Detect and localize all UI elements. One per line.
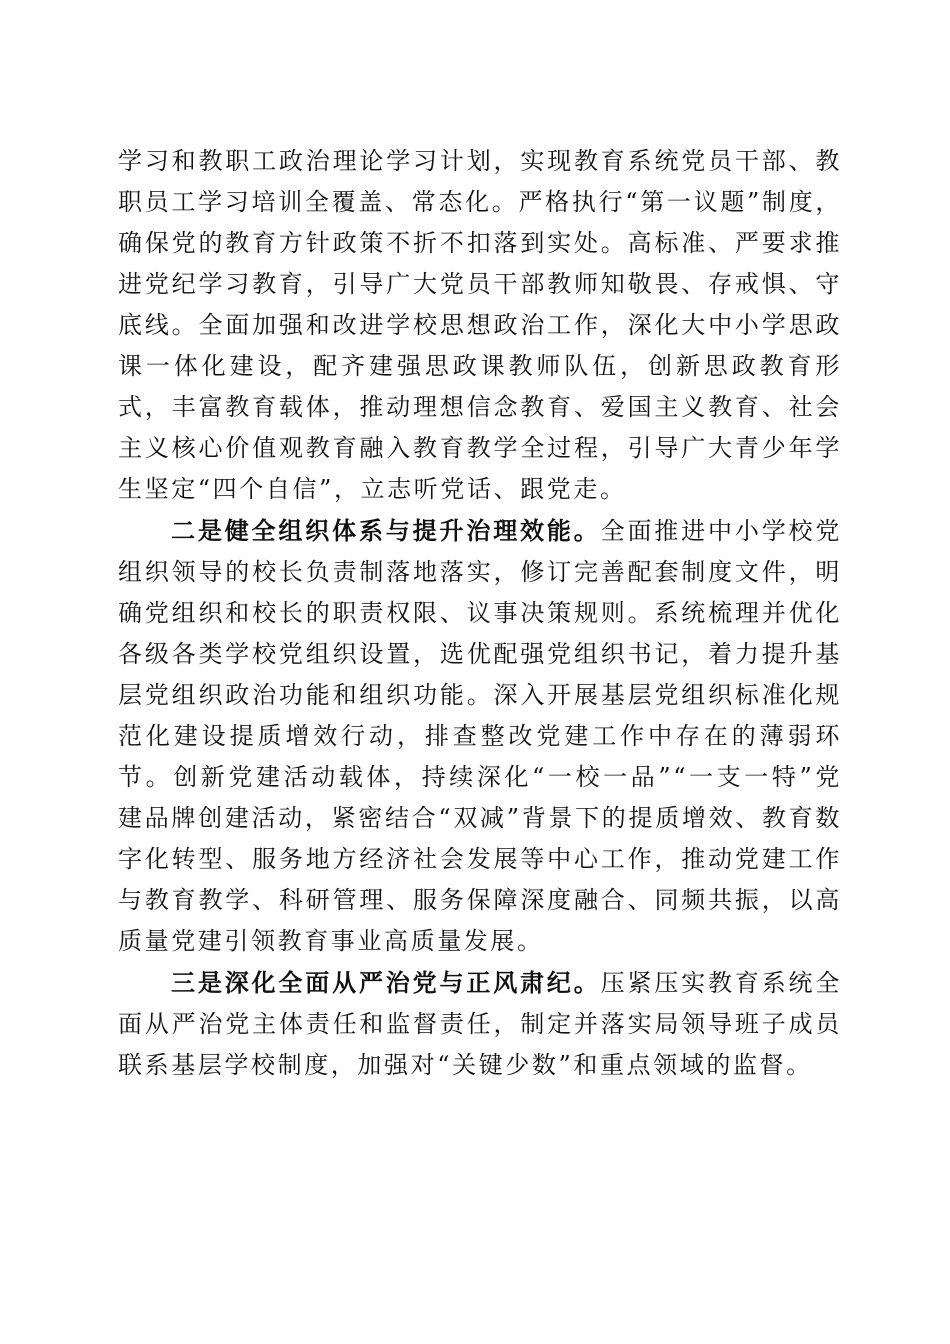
paragraph-2-text: 全面推进中小学校党组织领导的校长负责制落地落实，修订完善配套制度文件，明确党组织和校长的职责权限、议事决策规则。系统梳理并优化各级各类学校党组织设置，选优配强党组织书记，着力提升基层党组织政治功能和组织功能。深入开展基层党组织标准化规范化建设提质增效行动，排查整改党建工作中存在的薄弱环节。创新党建活动载体，持续深化“一校一品”“一支一特”党建品牌创建活动，紧密结合“双减”背景下的提质增效、教育数字化转型、服务地方经济社会发展等中心工作，推动党建工作与教育教学、科研管理、服务保障深度融合、同频共振，以高质量党建引领教育事业高质量发展。 [118, 517, 842, 955]
document-body [118, 141, 842, 1086]
paragraph-2-heading: 二是健全组织体系与提升治理效能。 [171, 516, 601, 545]
paragraph-3 [118, 962, 842, 1086]
paragraph-2 [118, 510, 842, 962]
paragraph-1 [118, 141, 842, 510]
paragraph-1-text: 学习和教职工政治理论学习计划，实现教育系统党员干部、教职员工学习培训全覆盖、常态化。严格执行“第一议题”制度，确保党的教育方针政策不折不扣落到实处。高标准、严要求推进党纪学习教育，引导广大党员干部教师知敬畏、存戒惧、守底线。全面加强和改进学校思想政治工作，深化大中小学思政课一体化建设，配齐建强思政课教师队伍，创新思政教育形式，丰富教育载体，推动理想信念教育、爱国主义教育、社会主义核心价值观教育融入教育教学全过程，引导广大青少年学生坚定“四个自信”，立志听党话、跟党走。 [118, 147, 842, 503]
paragraph-3-text: 压紧压实教育系统全面从严治党主体责任和监督责任，制定并落实局领导班子成员联系基层学校制度，加强对“关键少数”和重点领域的监督。 [118, 969, 842, 1079]
paragraph-3-heading: 三是深化全面从严治党与正风肃纪。 [171, 968, 601, 997]
